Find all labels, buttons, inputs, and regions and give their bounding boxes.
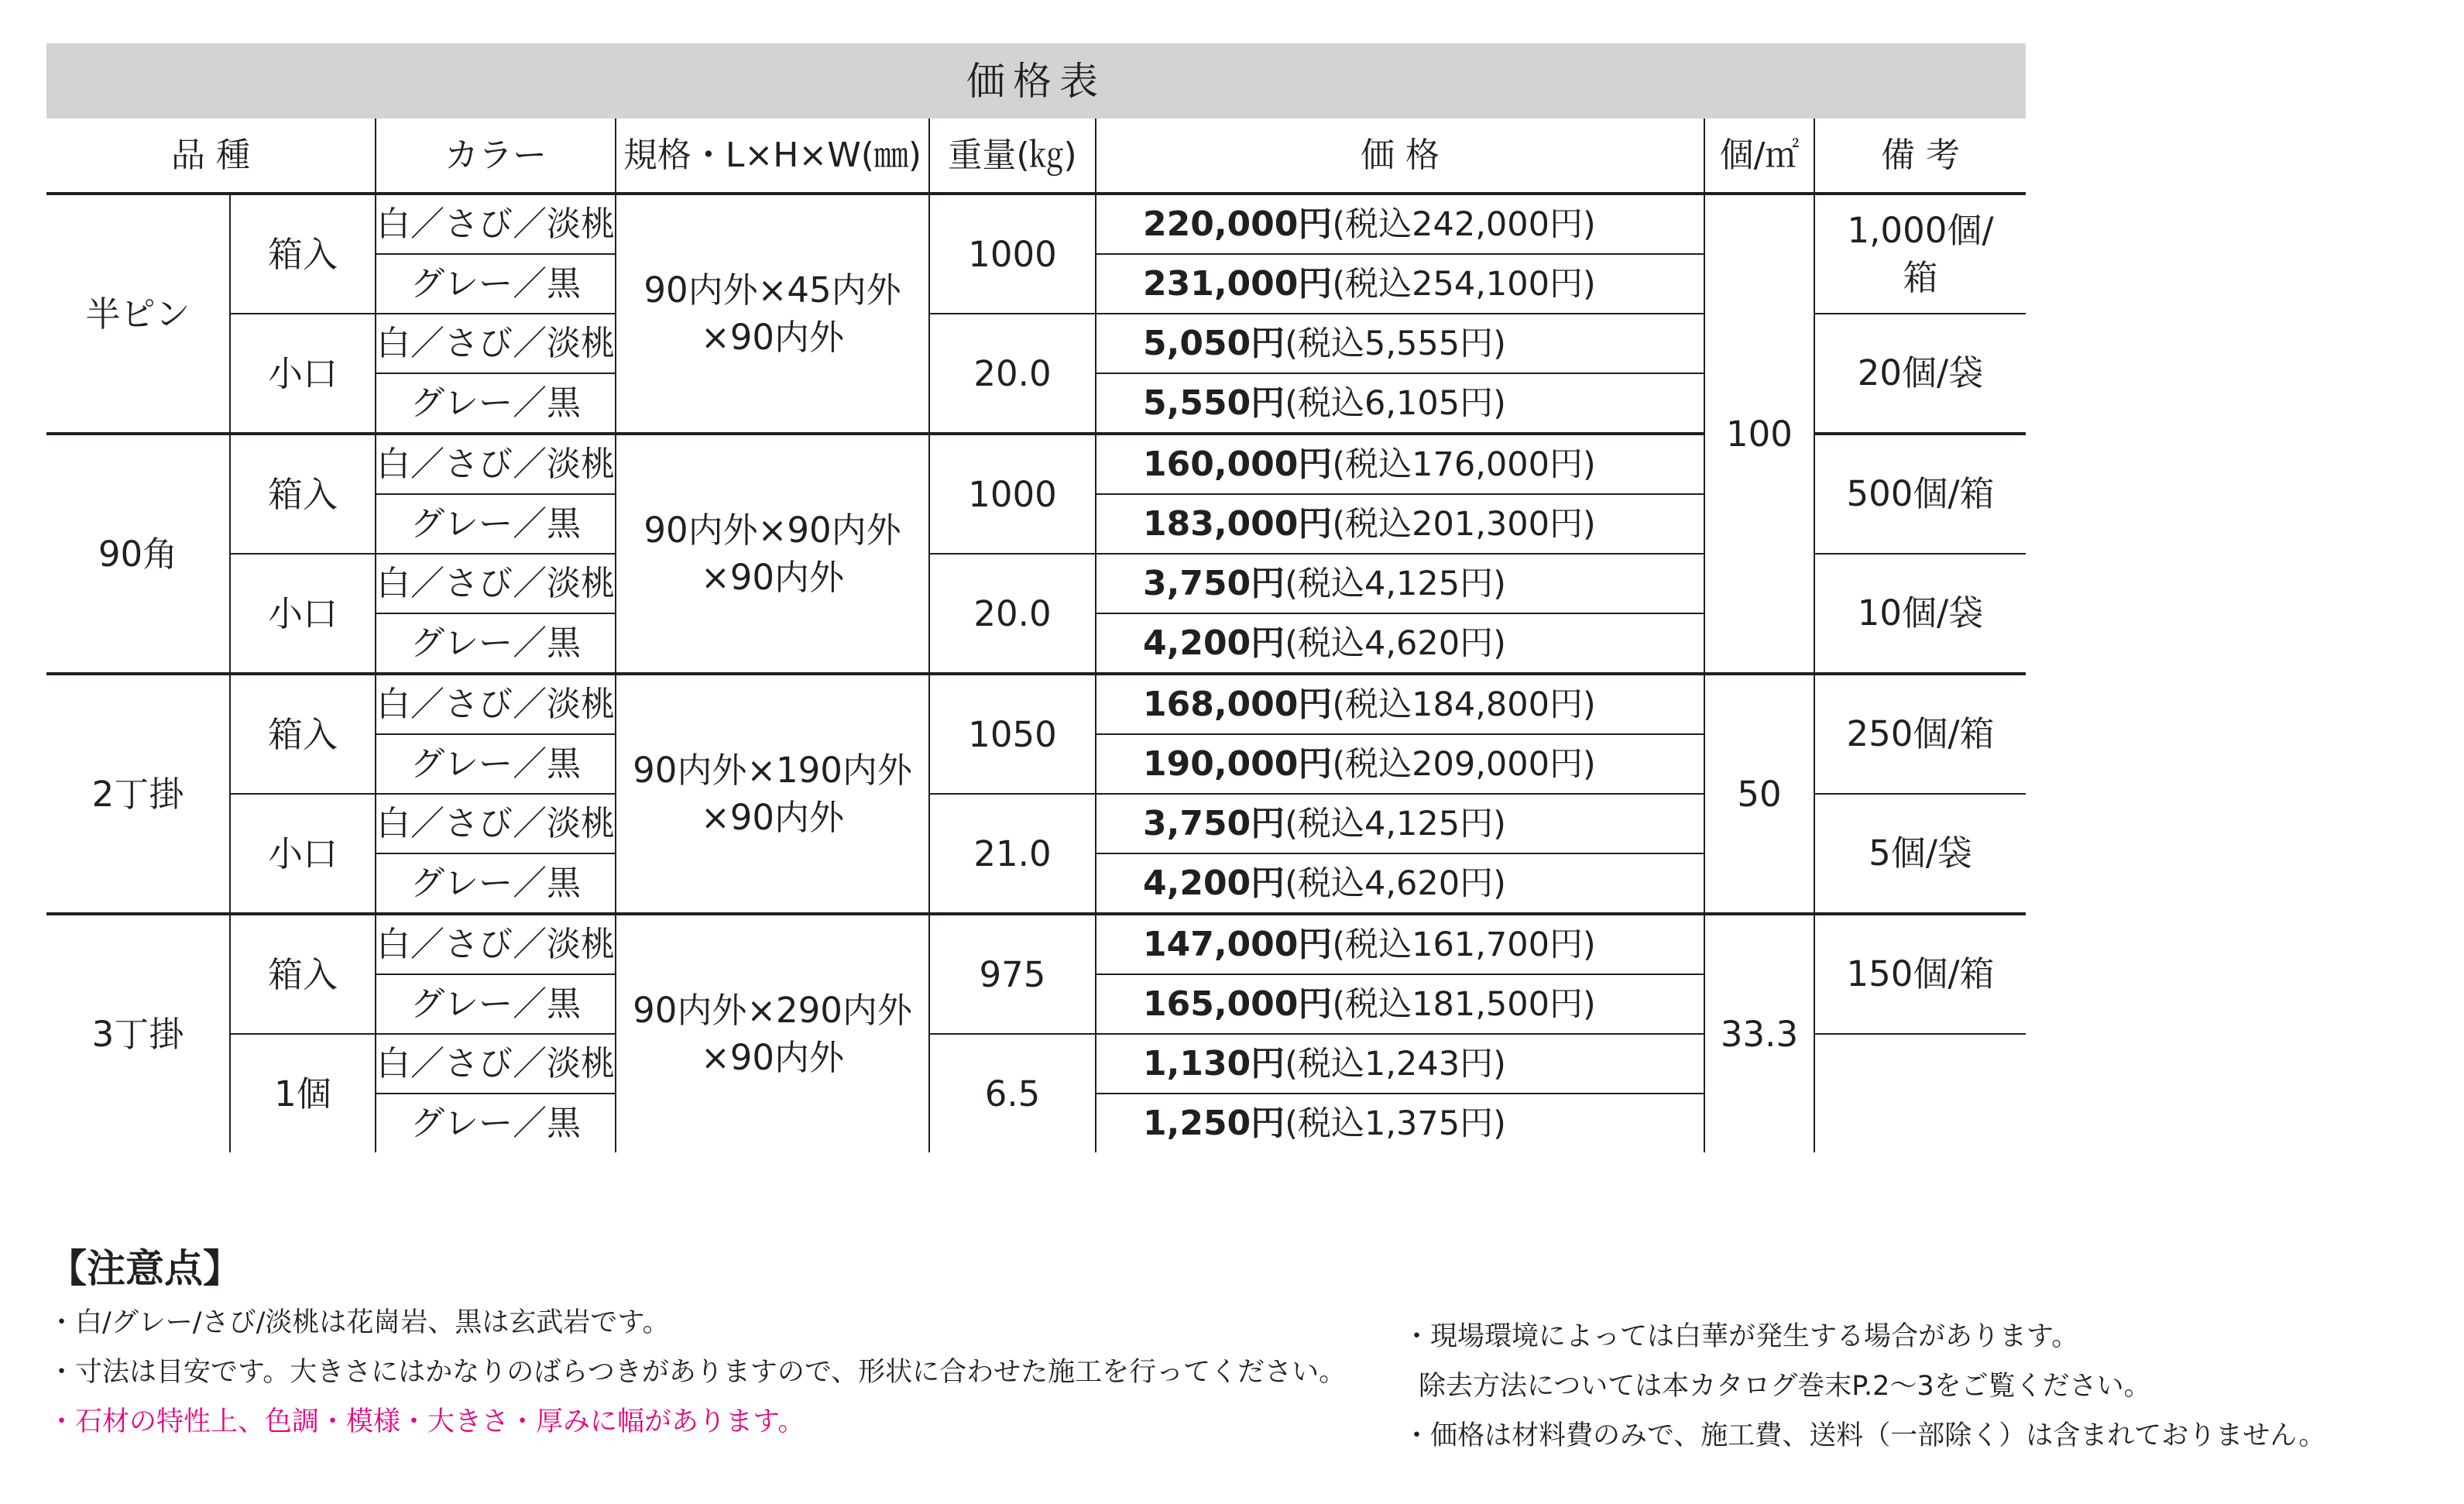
table-row — [46, 914, 2026, 974]
price-cell — [1096, 254, 1704, 314]
price-tax: (税込4,125円) — [1285, 564, 1506, 603]
spec-line: ×90内外 — [701, 797, 844, 838]
price-amount: 147,000円 — [1143, 924, 1333, 964]
price-amount: 231,000円 — [1143, 263, 1333, 304]
note-item: ・価格は材料費のみで、施工費、送料（一部除く）は含まれておりません。 — [1403, 1420, 2326, 1451]
package-type: 小口 — [230, 554, 376, 674]
package-type: 小口 — [230, 314, 376, 434]
color-cell: グレー／黒 — [376, 494, 616, 554]
price-amount: 168,000円 — [1143, 684, 1333, 724]
spec-line: 90内外×290内外 — [633, 989, 912, 1031]
spec-line: ×90内外 — [701, 557, 844, 598]
note-item: ・現場環境によっては白華が発生する場合があります。 — [1403, 1321, 2079, 1352]
price-cell — [1096, 194, 1704, 254]
note-item: 除去方法については本カタログ巻末P.2〜3をご覧ください。 — [1419, 1371, 2151, 1402]
notes-right — [1403, 1312, 2325, 1461]
color-cell: グレー／黒 — [376, 373, 616, 434]
color-cell: 白／さび／淡桃 — [376, 554, 616, 613]
price-tax: (税込4,620円) — [1285, 864, 1506, 903]
price-amount: 1,130円 — [1143, 1043, 1285, 1083]
package-type: 箱入 — [230, 434, 376, 554]
note-item: ・白/グレー/さび/淡桃は花崗岩、黒は玄武岩です。 — [48, 1307, 670, 1338]
memo-cell: 10個/袋 — [1814, 554, 2026, 674]
price-cell — [1096, 674, 1704, 734]
price-amount: 1,250円 — [1143, 1103, 1285, 1143]
package-type: 小口 — [230, 794, 376, 914]
price-amount: 3,750円 — [1143, 563, 1285, 603]
header-color: カラー — [376, 118, 616, 194]
price-tax: (税込201,300円) — [1332, 504, 1596, 544]
price-tax: (税込1,375円) — [1285, 1104, 1506, 1143]
price-cell — [1096, 734, 1704, 794]
product-type: 3丁掛 — [91, 1013, 184, 1055]
header-memo: 備 考 — [1814, 118, 2026, 194]
price-tax: (税込176,000円) — [1332, 445, 1596, 484]
color-cell: 白／さび／淡桃 — [376, 434, 616, 494]
spec-line: 90内外×45内外 — [643, 269, 901, 311]
price-cell — [1096, 314, 1704, 373]
price-tax: (税込209,000円) — [1332, 744, 1596, 784]
color-cell: グレー／黒 — [376, 974, 616, 1034]
header-price: 価 格 — [1096, 118, 1704, 194]
color-cell: グレー／黒 — [376, 853, 616, 914]
color-cell: グレー／黒 — [376, 734, 616, 794]
weight-cell: 6.5 — [929, 1034, 1096, 1152]
weight-cell: 1050 — [929, 674, 1096, 794]
spec-line: 90内外×90内外 — [643, 509, 901, 551]
spec-cell — [616, 674, 929, 914]
color-cell: 白／さび／淡桃 — [376, 1034, 616, 1094]
memo-line: 1,000個/ — [1847, 209, 1994, 251]
table-title: 価格表 — [46, 43, 2026, 118]
price-tax: (税込4,620円) — [1285, 623, 1506, 663]
weight-cell: 1000 — [929, 194, 1096, 314]
price-cell — [1096, 434, 1704, 494]
price-amount: 183,000円 — [1143, 503, 1333, 544]
spec-line: 90内外×190内外 — [633, 749, 912, 791]
header-weight: 重量(㎏) — [929, 118, 1096, 194]
table-row — [46, 194, 2026, 254]
package-type: 箱入 — [230, 194, 376, 314]
memo-cell: 20個/袋 — [1814, 314, 2026, 434]
memo-cell: 500個/箱 — [1814, 434, 2026, 554]
product-type: 2丁掛 — [46, 674, 230, 914]
note-item: ・寸法は目安です。大きさにはかなりのばらつきがありますので、形状に合わせた施工を行ってください。 — [48, 1357, 1347, 1388]
price-amount: 4,200円 — [1143, 623, 1285, 663]
price-table — [46, 43, 2026, 1152]
header-type: 品 種 — [46, 118, 376, 194]
price-amount: 4,200円 — [1143, 863, 1285, 903]
memo-cell: 250個/箱 — [1814, 674, 2026, 794]
product-type: 90角 — [46, 434, 230, 674]
price-cell — [1096, 613, 1704, 674]
price-amount: 3,750円 — [1143, 803, 1285, 843]
spec-cell — [616, 434, 929, 674]
memo-cell — [1814, 1034, 2026, 1152]
spec-line: ×90内外 — [701, 317, 844, 358]
price-cell — [1096, 914, 1704, 974]
price-amount: 5,550円 — [1143, 383, 1285, 423]
notes-left — [48, 1298, 1346, 1447]
per-m2-cell: 33.3 — [1704, 914, 1814, 1152]
price-tax: (税込6,105円) — [1285, 383, 1506, 423]
price-tax: (税込184,800円) — [1332, 685, 1596, 724]
per-m2-cell: 50 — [1704, 674, 1814, 914]
price-cell — [1096, 373, 1704, 434]
price-amount: 5,050円 — [1143, 323, 1285, 363]
spec-cell — [616, 194, 929, 434]
weight-cell: 21.0 — [929, 794, 1096, 914]
price-tax: (税込4,125円) — [1285, 804, 1506, 843]
color-cell: グレー／黒 — [376, 1094, 616, 1152]
weight-cell: 20.0 — [929, 554, 1096, 674]
color-cell: グレー／黒 — [376, 254, 616, 314]
price-amount: 165,000円 — [1143, 984, 1333, 1024]
weight-cell: 975 — [929, 914, 1096, 1034]
price-cell — [1096, 974, 1704, 1034]
color-cell: 白／さび／淡桃 — [376, 314, 616, 373]
memo-cell: 5個/袋 — [1814, 794, 2026, 914]
notes-title: 【注意点】 — [48, 1246, 242, 1291]
color-cell: 白／さび／淡桃 — [376, 674, 616, 734]
price-tax: (税込5,555円) — [1285, 324, 1506, 363]
spec-line: ×90内外 — [701, 1037, 844, 1078]
header-per-m2: 個/㎡ — [1704, 118, 1814, 194]
price-cell — [1096, 554, 1704, 613]
price-cell — [1096, 853, 1704, 914]
memo-cell — [1814, 194, 2026, 314]
price-tax: (税込161,700円) — [1332, 925, 1596, 964]
note-item-highlight: ・石材の特性上、色調・模様・大きさ・厚みに幅があります。 — [48, 1406, 805, 1437]
per-m2-cell: 100 — [1704, 194, 1814, 674]
price-cell — [1096, 494, 1704, 554]
color-cell: 白／さび／淡桃 — [376, 194, 616, 254]
color-cell: 白／さび／淡桃 — [376, 914, 616, 974]
weight-cell: 20.0 — [929, 314, 1096, 434]
package-type: 箱入 — [230, 674, 376, 794]
color-cell: グレー／黒 — [376, 613, 616, 674]
price-amount: 160,000円 — [1143, 444, 1333, 484]
memo-cell: 150個/箱 — [1814, 914, 2026, 1034]
product-type: 半ピン — [46, 194, 230, 434]
price-tax: (税込242,000円) — [1332, 204, 1596, 244]
spec-cell — [616, 914, 929, 1152]
color-cell: 白／さび／淡桃 — [376, 794, 616, 853]
price-amount: 220,000円 — [1143, 204, 1333, 244]
price-amount: 190,000円 — [1143, 743, 1333, 784]
package-type: 箱入 — [230, 914, 376, 1034]
package-type: 1個 — [230, 1034, 376, 1152]
table-row — [46, 674, 2026, 734]
weight-cell: 1000 — [929, 434, 1096, 554]
price-tax: (税込181,500円) — [1332, 984, 1596, 1024]
price-tax: (税込1,243円) — [1285, 1044, 1506, 1083]
price-cell — [1096, 1034, 1704, 1094]
price-tax: (税込254,100円) — [1332, 264, 1596, 304]
price-cell — [1096, 794, 1704, 853]
price-cell — [1096, 1094, 1704, 1152]
memo-line: 箱 — [1903, 257, 1938, 298]
header-spec: 規格・L×H×W(㎜) — [616, 118, 929, 194]
